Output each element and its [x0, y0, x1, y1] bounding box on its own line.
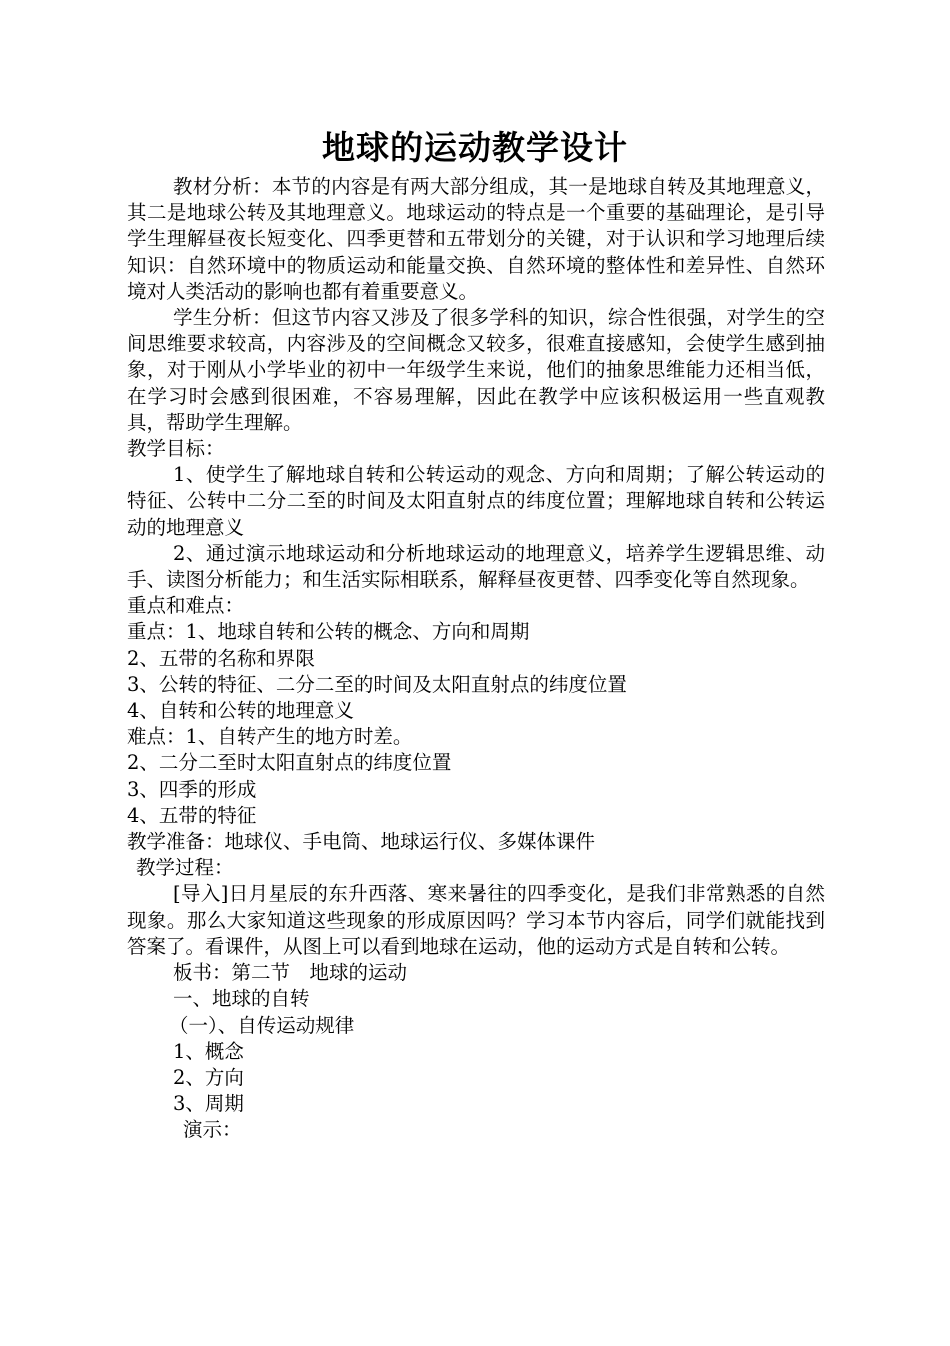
heading-teaching-process: 教学过程：	[136, 856, 234, 880]
key-point-2: 2、五带的名称和界限	[127, 646, 315, 670]
key-point-1: 重点：1、地球自转和公转的概念、方向和周期	[127, 620, 530, 644]
difficult-point-1: 难点：1、自转产生的地方时差。	[127, 725, 413, 749]
difficult-point-4: 4、五带的特征	[127, 803, 257, 827]
list-item-period: 3、周期	[173, 1092, 244, 1116]
document-title: 地球的运动教学设计	[322, 128, 628, 167]
difficult-point-3: 3、四季的形成	[127, 777, 257, 801]
heading-key-points: 重点和难点：	[127, 594, 245, 618]
subsection-rotation-rules: （一）、自传运动规律	[169, 1013, 355, 1037]
paragraph-textbook-analysis: 教材分析：本节的内容是有两大部分组成，其一是地球自转及其地理意义，其二是地球公转及其地理意义。地球运动的特点是一个重要的基础理论，是引导学生理解昼夜长短变化、四季更替和五带划分的关键，对于认识和学习地理后续知识：自然环境中的物质运动和能量交换、自然环境的整体性和差异性、自然环境对人类活动的影响也都有着重要意义。	[127, 175, 825, 303]
goal-item-1: 1、使学生了解地球自转和公转运动的观念、方向和周期；了解公转运动的特征、公转中二分二至的时间及太阳直射点的纬度位置；理解地球自转和公转运动的地理意义	[127, 463, 825, 539]
goal-item-2: 2、通过演示地球运动和分析地球运动的地理意义，培养学生逻辑思维、动手、读图分析能力；和生活实际相联系，解释昼夜更替、四季变化等自然现象。	[127, 541, 825, 592]
document-body	[127, 174, 825, 1144]
teaching-preparation: 教学准备：地球仪、手电筒、地球运行仪、多媒体课件	[127, 830, 596, 854]
paragraph-introduction: [导入]日月星辰的东升西落、寒来暑往的四季变化，是我们非常熟悉的自然现象。那么大家知道这些现象的形成原因吗？学习本节内容后，同学们就能找到答案了。看课件，从图上可以看到地球在运动，他的运动方式是自转和公转。	[127, 882, 825, 958]
paragraph-student-analysis: 学生分析：但这节内容又涉及了很多学科的知识，综合性很强，对学生的空间思维要求较高，内容涉及的空间概念又较多，很难直接感知，会使学生感到抽象，对于刚从小学毕业的初中一年级学生来说，他们的抽象思维能力还相当低，在学习时会感到很困难，不容易理解，因此在教学中应该积极运用一些直观教具，帮助学生理解。	[127, 306, 825, 434]
blackboard-title: 板书：第二节 地球的运动	[173, 961, 408, 985]
key-point-3: 3、公转的特征、二分二至的时间及太阳直射点的纬度位置	[127, 672, 627, 696]
key-point-4: 4、自转和公转的地理意义	[127, 699, 354, 723]
demonstration-label: 演示：	[183, 1118, 242, 1142]
list-item-direction: 2、方向	[173, 1065, 244, 1089]
difficult-point-2: 2、二分二至时太阳直射点的纬度位置	[127, 751, 452, 775]
section-rotation: 一、地球的自转	[173, 987, 310, 1011]
heading-teaching-goals: 教学目标：	[127, 437, 225, 461]
list-item-concept: 1、概念	[173, 1039, 244, 1063]
